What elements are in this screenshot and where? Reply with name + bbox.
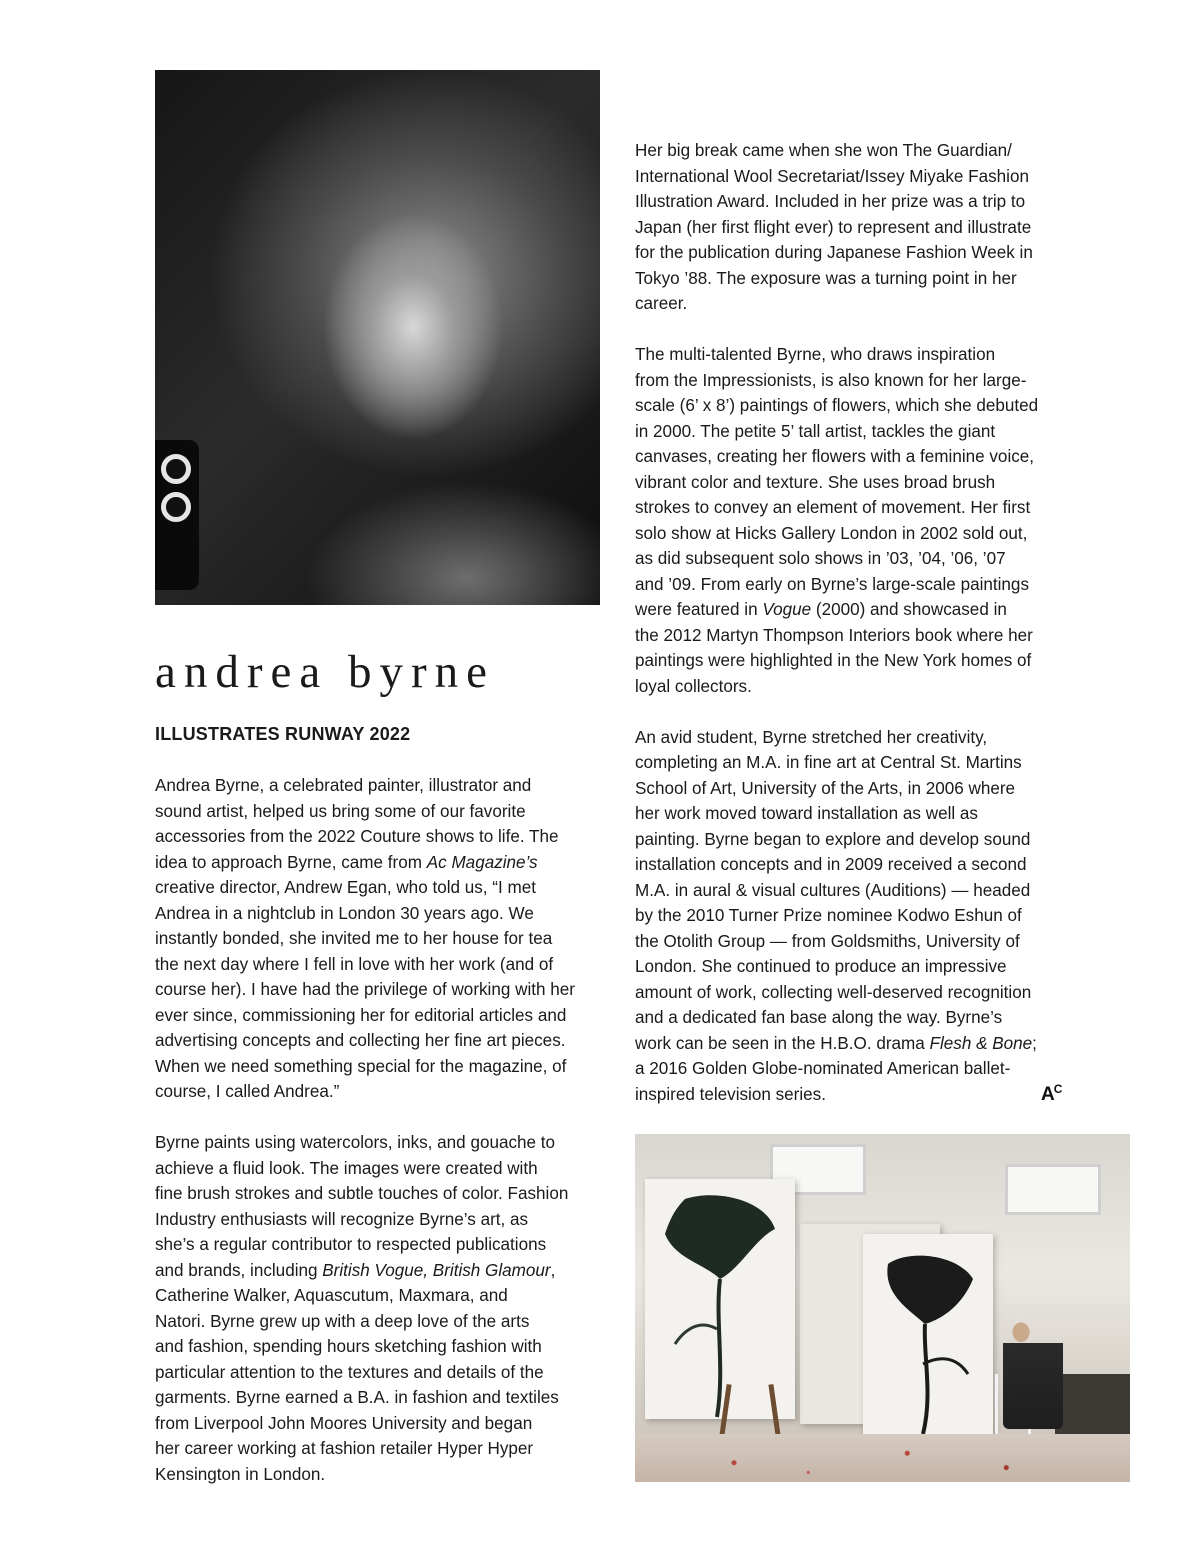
text-line: course, I called Andrea.” (155, 1082, 340, 1101)
text-line: Natori. Byrne grew up with a deep love of the arts (155, 1311, 530, 1331)
text-line: M.A. in aural & visual cultures (Auditions) — headed (635, 880, 1031, 900)
text-line: in 2000. The petite 5’ tall artist, tackles the giant (635, 421, 996, 441)
window (1005, 1164, 1101, 1215)
text-line: as did subsequent solo shows in ’03, ’04, ’06, ’07 (635, 549, 1006, 568)
text-line: creative director, Andrew Egan, who told us, “I met (155, 878, 536, 897)
text-line: the next day where I fell in love with her work (and of (155, 954, 554, 974)
studio-photo (635, 1134, 1130, 1482)
text-line: Kensington in London. (155, 1464, 326, 1484)
camera-lens-icon (161, 454, 191, 484)
paragraph (635, 138, 1065, 317)
paint-splattered-floor (635, 1434, 1130, 1482)
text-line: inspired television series. (635, 1084, 826, 1104)
text-line: Japan (her first flight ever) to represent and illustrate (635, 217, 1032, 237)
text-line: she’s a regular contributor to respected publications (155, 1235, 547, 1254)
text-line: Byrne paints using watercolors, inks, and gouache to (155, 1133, 556, 1152)
text-line: advertising concepts and collecting her fine art pieces. (155, 1031, 566, 1050)
text-line: painting. Byrne began to explore and develop sound (635, 829, 1031, 849)
portrait-photo (155, 70, 600, 605)
text-line: An avid student, Byrne stretched her creativity, (635, 727, 988, 747)
right-column (635, 138, 1065, 1133)
text-line: When we need something special for the magazine, of (155, 1056, 567, 1076)
text-line: Andrea Byrne, a celebrated painter, illustrator and (155, 776, 532, 795)
text-line: achieve a fluid look. The images were created with (155, 1158, 538, 1178)
text-line: Tokyo ’88. The exposure was a turning point in her (635, 268, 1017, 288)
artist-figure (1003, 1319, 1063, 1429)
text-line: ever since, commissioning her for editorial articles and (155, 1005, 567, 1025)
text-line: and fashion, spending hours sketching fashion with (155, 1337, 542, 1356)
text-line: career. (635, 294, 688, 313)
text-line: accessories from the 2022 Couture shows to life. The (155, 827, 559, 846)
text-line: course her). I have had the privilege of working with her (155, 980, 575, 999)
text-line: Catherine Walker, Aquascutum, Maxmara, and (155, 1286, 508, 1305)
article-title: andrea byrne (155, 646, 495, 698)
camera-lens-icon (161, 492, 191, 522)
paragraph (155, 1130, 605, 1487)
text-line: by the 2010 Turner Prize nominee Kodwo Eshun of (635, 906, 1022, 925)
text-line: loyal collectors. (635, 676, 752, 696)
text-line: idea to approach Byrne, came from Ac Magazine’s (155, 852, 538, 872)
flower-icon (645, 1179, 795, 1419)
text-line: Her big break came when she won The Guardian/ (635, 141, 1012, 160)
text-line: a 2016 Golden Globe-nominated American ballet- (635, 1059, 1011, 1078)
text-line: School of Art, University of the Arts, in 2006 where (635, 778, 1016, 798)
paragraph (635, 342, 1065, 699)
paragraph (155, 773, 605, 1105)
article-subtitle: ILLUSTRATES RUNWAY 2022 (155, 724, 411, 744)
text-line: strokes to convey an element of movement. Her first (635, 498, 1031, 517)
text-line: the 2012 Martyn Thompson Interiors book where her (635, 625, 1033, 645)
text-line: her career working at fashion retailer Hyper Hyper (155, 1439, 534, 1458)
text-line: installation concepts and in 2009 received a second (635, 855, 1027, 874)
text-line: were featured in Vogue (2000) and showcased in (635, 600, 1007, 619)
paragraph (635, 725, 1065, 1108)
text-line: her work moved toward installation as well as (635, 804, 978, 823)
text-line: from the Impressionists, is also known for her large- (635, 370, 1027, 390)
text-line: particular attention to the textures and details of the (155, 1362, 544, 1382)
text-line: instantly bonded, she invited me to her house for tea (155, 929, 553, 948)
flower-icon (863, 1234, 993, 1439)
text-line: sound artist, helped us bring some of our favorite (155, 801, 526, 821)
text-line: solo show at Hicks Gallery London in 2002 sold out, (635, 523, 1028, 543)
text-line: International Wool Secretariat/Issey Miyake Fashion (635, 166, 1029, 186)
text-line: Illustration Award. Included in her prize was a trip to (635, 192, 1026, 211)
text-line: completing an M.A. in fine art at Central St. Martins (635, 753, 1022, 772)
text-line: The multi-talented Byrne, who draws inspiration (635, 345, 996, 364)
text-line: and ’09. From early on Byrne’s large-scale paintings (635, 574, 1029, 594)
text-line: fine brush strokes and subtle touches of color. Fashion (155, 1184, 569, 1203)
text-line: from Liverpool John Moores University and began (155, 1413, 533, 1433)
text-line: the Otolith Group — from Goldsmiths, University of (635, 931, 1020, 951)
text-line: canvases, creating her flowers with a feminine voice, (635, 447, 1035, 466)
flower-painting (863, 1234, 993, 1439)
text-line: and brands, including British Vogue, British Glamour, (155, 1260, 556, 1280)
text-line: work can be seen in the H.B.O. drama Flesh & Bone; (635, 1033, 1037, 1053)
text-line: garments. Byrne earned a B.A. in fashion and textiles (155, 1388, 559, 1407)
text-line: Industry enthusiasts will recognize Byrne’s art, as (155, 1209, 529, 1229)
flower-painting (645, 1179, 795, 1419)
ac-logo: $A^C$ (1041, 1082, 1062, 1105)
text-line: and a dedicated fan base along the way. Byrne’s (635, 1008, 1003, 1027)
left-column (155, 773, 605, 1513)
text-line: amount of work, collecting well-deserved recognition (635, 982, 1032, 1002)
text-line: Andrea in a nightclub in London 30 years ago. We (155, 903, 534, 923)
text-line: paintings were highlighted in the New York homes of (635, 651, 1032, 670)
text-line: London. She continued to produce an impressive (635, 957, 1007, 976)
text-line: for the publication during Japanese Fashion Week in (635, 243, 1033, 262)
text-line: scale (6’ x 8’) paintings of flowers, which she debuted (635, 396, 1039, 415)
text-line: vibrant color and texture. She uses broad brush (635, 472, 996, 492)
phone-camera (155, 440, 199, 590)
